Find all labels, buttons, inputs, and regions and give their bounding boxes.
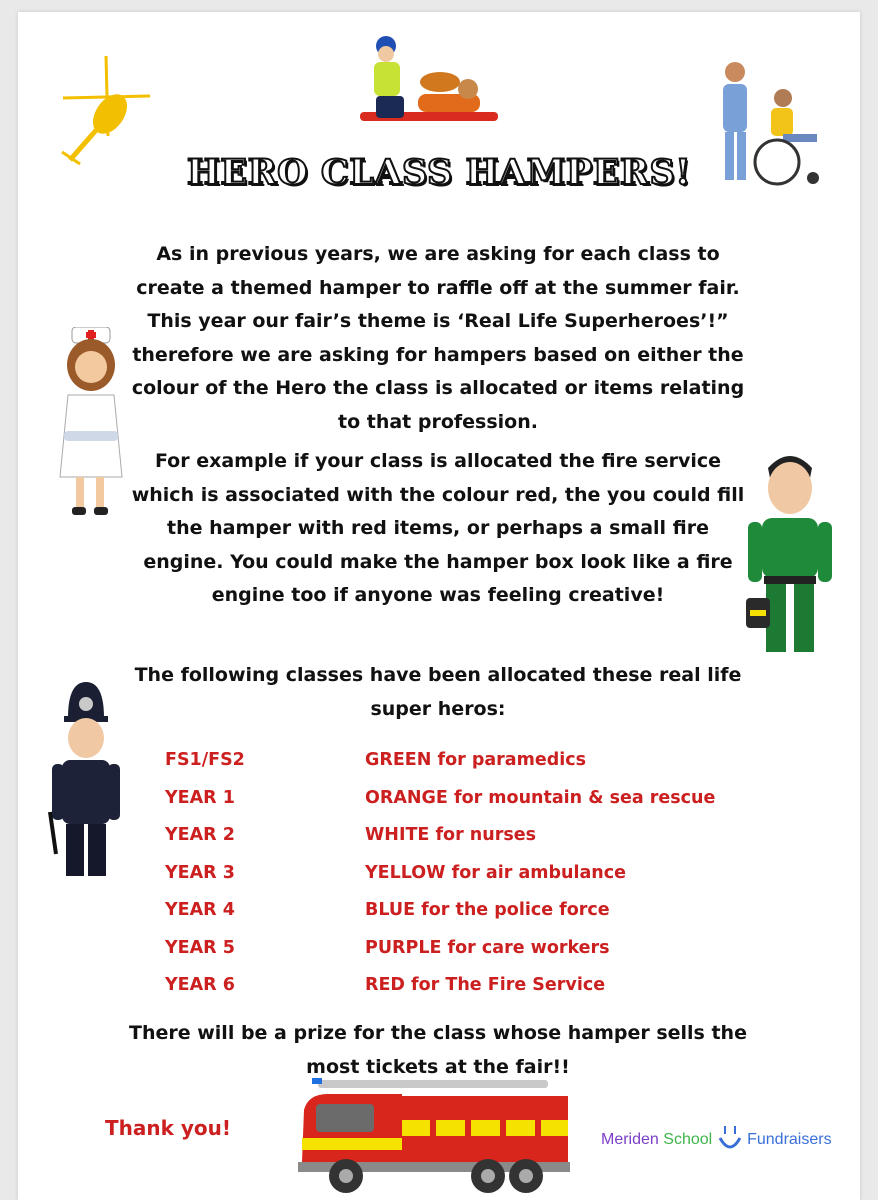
- example-line: which is associated with the colour red, the you could fill: [131, 483, 745, 506]
- allocation-hero: RED for The Fire Service: [365, 975, 606, 995]
- page-title: HERO CLASS HAMPERS!: [186, 152, 692, 193]
- logo-word: School: [663, 1131, 713, 1149]
- allocation-intro-line: The following classes have been allocated these real life: [134, 664, 742, 686]
- fundraisers-logo: [601, 1124, 832, 1156]
- allocation-row: [165, 975, 785, 1005]
- intro-line: As in previous years, we are asking for each class to: [156, 243, 720, 265]
- intro-line: to that profession.: [338, 410, 538, 433]
- intro-line: therefore we are asking for hampers based on either the: [132, 343, 744, 366]
- example-line: the hamper with red items, or perhaps a small fire: [166, 517, 710, 539]
- thank-you-text: Thank you!: [105, 1116, 232, 1140]
- closing-line: most tickets at the fair!!: [306, 1055, 570, 1078]
- allocation-hero: BLUE for the police force: [365, 900, 610, 920]
- example-line: engine. You could make the hamper box look like a fire: [143, 550, 733, 573]
- allocation-hero: GREEN for paramedics: [365, 750, 587, 770]
- closing-paragraph: [113, 1017, 763, 1084]
- allocation-row: [165, 750, 785, 780]
- allocation-intro-line: super heros:: [370, 697, 506, 720]
- example-line: For example if your class is allocated the fire service: [154, 450, 722, 472]
- helicopter-icon: [58, 56, 158, 166]
- allocation-class: YEAR 3: [165, 862, 235, 883]
- allocation-class: YEAR 4: [165, 900, 235, 920]
- mountain-rescue-icon: [358, 34, 508, 134]
- allocation-class: YEAR 5: [165, 937, 235, 958]
- allocation-row: [165, 900, 785, 930]
- allocation-class: YEAR 6: [165, 975, 235, 995]
- intro-line: colour of the Hero the class is allocated or items relating: [131, 377, 745, 399]
- example-paragraph: [113, 445, 763, 613]
- allocation-hero: WHITE for nurses: [365, 825, 537, 845]
- flyer-page: [18, 12, 860, 1200]
- allocation-hero: PURPLE for care workers: [365, 937, 610, 958]
- fire-engine-icon: [298, 1076, 573, 1198]
- allocation-hero: ORANGE for mountain & sea rescue: [365, 787, 716, 808]
- smile-icon: [717, 1124, 743, 1156]
- intro-paragraph: [113, 238, 763, 439]
- allocation-hero: YELLOW for air ambulance: [365, 862, 627, 883]
- allocation-intro: [113, 659, 763, 726]
- police-officer-icon: [46, 682, 126, 882]
- allocation-row: [165, 863, 785, 893]
- allocation-class: YEAR 1: [165, 787, 235, 808]
- closing-line: There will be a prize for the class whose hamper sells the: [129, 1022, 747, 1044]
- example-line: engine too if anyone was feeling creative!: [211, 584, 665, 606]
- logo-word: Meriden: [601, 1131, 659, 1149]
- allocation-row: [165, 825, 785, 855]
- intro-line: This year our fair’s theme is ‘Real Life Superheroes’!”: [147, 310, 729, 332]
- allocation-row: [165, 938, 785, 968]
- intro-line: create a themed hamper to raffle off at the summer fair.: [136, 276, 740, 299]
- allocation-row: [165, 788, 785, 818]
- allocation-class: FS1/FS2: [165, 750, 245, 770]
- logo-word: Fundraisers: [747, 1131, 832, 1149]
- allocation-class: YEAR 2: [165, 825, 235, 845]
